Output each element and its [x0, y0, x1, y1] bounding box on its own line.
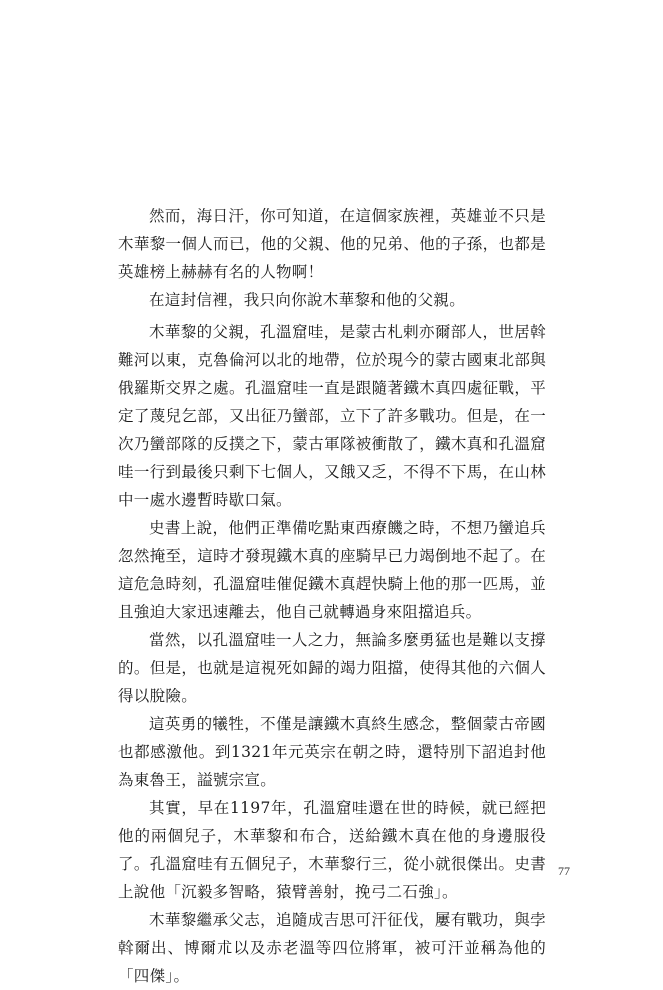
- paragraph: 史書上說，他們正準備吃點東西療饑之時，不想乃蠻追兵忽然掩至，這時才發現鐵木真的座騎早已力竭倒地不起了。在這危急時刻，孔溫窟哇催促鐵木真趕快騎上他的那一匹馬，並且強迫大家迅速離去，他自己就轉過身來阻擋追兵。: [118, 519, 546, 621]
- paragraph: 然而，海日汗，你可知道，在這個家族裡，英雄並不只是木華黎一個人而已，他的父親、他的兄弟、他的子孫，也都是英雄榜上赫赫有名的人物啊！: [118, 207, 546, 281]
- page-number: 77: [558, 864, 570, 878]
- paragraph: 在這封信裡，我只向你說木華黎和他的父親。: [149, 291, 466, 309]
- paragraph: 當然，以孔溫窟哇一人之力，無論多麼勇猛也是難以支撐的。但是，也就是這視死如歸的竭力阻擋，使得其他的六個人得以脫險。: [118, 631, 546, 705]
- paragraph: 其實，早在1197年，孔溫窟哇還在世的時候，就已經把他的兩個兒子，木華黎和布合，送給鐵木真在他的身邊服役了。孔溫窟哇有五個兒子，木華黎行三，從小就很傑出。史書上說他「沉毅多智略，猿臂善射，挽弓二石強」。: [118, 799, 546, 901]
- section-opening: [118, 202, 546, 314]
- section-main: [118, 318, 546, 990]
- paragraph: 木華黎繼承父志，追隨成吉思可汗征伐，屢有戰功，與孛斡爾出、博爾朮以及赤老溫等四位將軍，被可汗並稱為他的「四傑」。: [118, 911, 546, 985]
- paragraph: 這英勇的犧牲，不僅是讓鐵木真終生感念，整個蒙古帝國也都感激他。到1321年元英宗在朝之時，還特別下詔追封他為東魯王，謚號宗宣。: [118, 715, 546, 789]
- paragraph: 木華黎的父親，孔溫窟哇，是蒙古札剌亦爾部人，世居斡難河以東，克魯倫河以北的地帶，位於現今的蒙古國東北部與俄羅斯交界之處。孔溫窟哇一直是跟隨著鐵木真四處征戰，平定了蔑兒乞部，又出征乃蠻部，立下了許多戰功。但是，在一次乃蠻部隊的反撲之下，蒙古軍隊被衝散了，鐵木真和孔溫窟哇一行到最後只剩下七個人，又餓又乏，不得不下馬，在山林中一處水邊暫時歇口氣。: [118, 323, 546, 509]
